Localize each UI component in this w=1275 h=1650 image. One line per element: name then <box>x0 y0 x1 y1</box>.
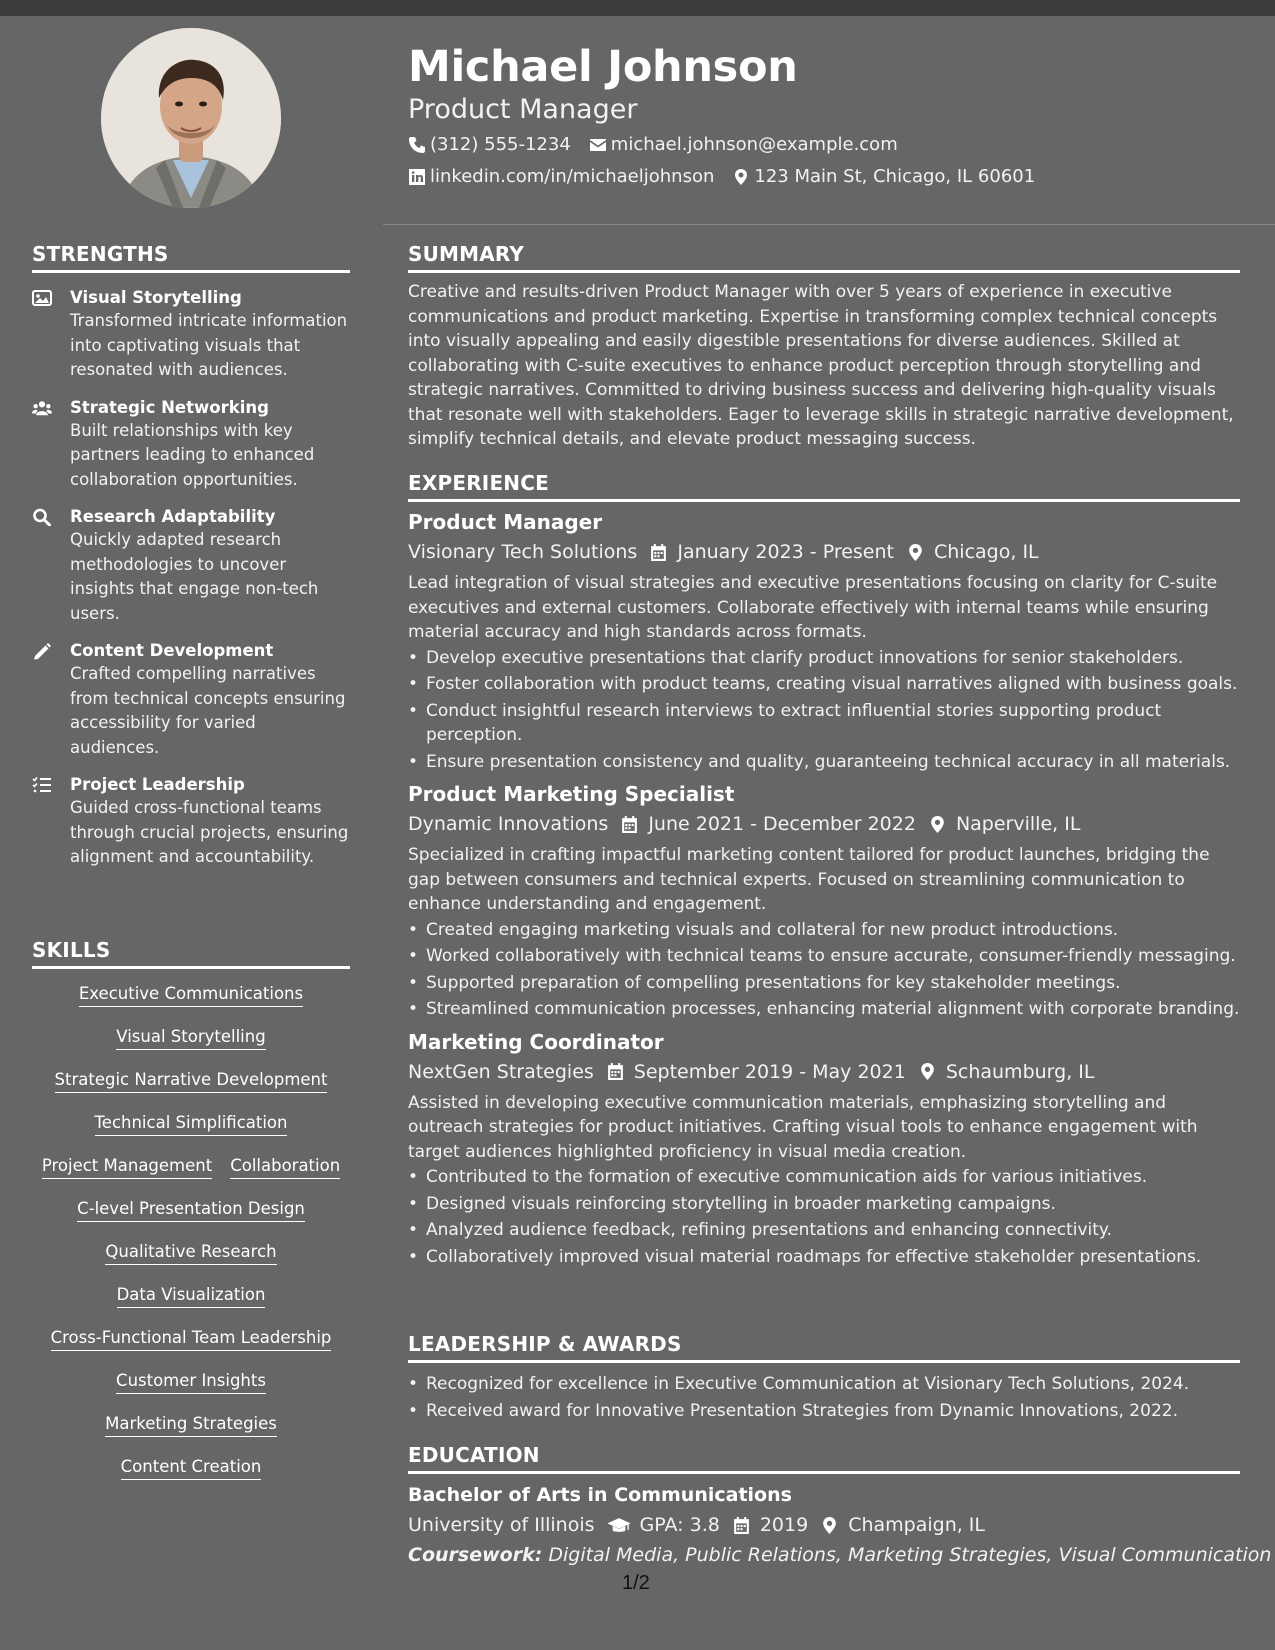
skills-row <box>32 1112 350 1136</box>
job-dates-text: September 2019 - May 2021 <box>633 1060 906 1083</box>
calendar-icon <box>649 543 668 562</box>
degree: Bachelor of Arts in Communications <box>408 1484 792 1506</box>
candidate-title: Product Manager <box>408 94 638 125</box>
strength-desc: Crafted compelling narratives from technical concepts ensuring accessibility for varied audiences. <box>70 664 346 757</box>
image-icon <box>32 287 70 383</box>
strength-name: Content Development <box>70 641 274 660</box>
skill-tag: Project Management <box>42 1155 212 1179</box>
calendar-icon <box>606 1062 625 1081</box>
job-bullets <box>408 1165 1240 1269</box>
summary-text: Creative and results-driven Product Manager with over 5 years of experience in executive communications and product marketing. Expertise in transforming complex technical concepts into visually appealing and easily digestible presentations for diverse audiences. Skilled at collaborating with C-suite executives to enhance product perception through storytelling and strategic narratives. Committed to driving business success and delivering high-quality visuals that resonate well with stakeholders. Eager to leverage skills in strategic narrative development, simplify technical details, and elevate product messaging success. <box>408 282 1234 449</box>
resume-page <box>0 16 1275 1650</box>
job-location-text: Naperville, IL <box>955 813 1081 835</box>
phone-text: (312) 555-1234 <box>430 134 571 155</box>
job-bullet: • Designed visuals reinforcing storytelling in broader marketing campaigns. <box>408 1192 1240 1217</box>
education-heading: EDUCATION <box>408 1443 1240 1474</box>
job-description: Assisted in developing executive communication materials, emphasizing storytelling and outreach strategies for product initiatives. Crafting visual tools to enhance engagement with target audiences highlighted proficiency in visual media creation. <box>408 1092 1198 1162</box>
profile-photo-image <box>101 28 281 208</box>
strengths-section <box>32 242 350 870</box>
top-bar <box>0 0 1275 16</box>
linkedin-icon <box>408 168 426 186</box>
graduation-cap-icon <box>607 1516 631 1535</box>
job-bullet: • Worked collaboratively with technical teams to ensure accurate, consumer-friendly messaging. <box>408 944 1240 969</box>
job-bullets <box>408 918 1240 1022</box>
location-pin-icon <box>906 543 925 562</box>
calendar-icon <box>732 1516 751 1535</box>
skills-row <box>32 983 350 1007</box>
job-location <box>906 539 1039 565</box>
skills-row <box>32 1026 350 1050</box>
phone-icon <box>408 136 426 154</box>
award-item: • Recognized for excellence in Executive Communication at Visionary Tech Solutions, 2024. <box>408 1372 1240 1397</box>
location-pin-icon <box>918 1062 937 1081</box>
skill-tag: Visual Storytelling <box>116 1026 265 1050</box>
job-bullet: • Analyzed audience feedback, refining presentations and enhancing connectivity. <box>408 1218 1240 1243</box>
graduation-year <box>732 1512 808 1538</box>
job-dates <box>620 811 916 837</box>
job-description: Specialized in crafting impactful marketing content tailored for product launches, bridging the gap between consumers and technical experts. Focused on streamlining communication to enhance understanding and engagement. <box>408 845 1210 914</box>
strength-item <box>32 774 350 870</box>
header-divider <box>383 224 1275 225</box>
profile-photo <box>101 28 281 208</box>
education-meta <box>408 1512 1240 1538</box>
school-name: University of Illinois <box>408 1514 595 1536</box>
linkedin-text: linkedin.com/in/michaeljohnson <box>430 166 715 187</box>
skills-section <box>32 938 350 1480</box>
education-location <box>820 1512 985 1538</box>
skills-row <box>32 1413 350 1437</box>
contact-row <box>408 166 1053 187</box>
linkedin-contact[interactable] <box>408 166 714 187</box>
address-text: 123 Main St, Chicago, IL 60601 <box>754 166 1036 187</box>
job-location-text: Schaumburg, IL <box>945 1060 1095 1083</box>
strength-name: Project Leadership <box>70 775 245 794</box>
skill-tag: Executive Communications <box>79 983 303 1007</box>
skills-row <box>32 1456 350 1480</box>
skill-tag: C-level Presentation Design <box>77 1198 305 1222</box>
experience-section <box>408 471 1240 1271</box>
search-icon <box>32 506 70 626</box>
job-title: Marketing Coordinator <box>408 1029 664 1054</box>
job-location <box>928 811 1080 837</box>
calendar-icon <box>620 815 639 834</box>
gpa-text: GPA: 3.8 <box>639 1514 720 1536</box>
skill-tag: Data Visualization <box>117 1284 266 1308</box>
skill-tag: Content Creation <box>121 1456 262 1480</box>
summary-heading: SUMMARY <box>408 242 1240 273</box>
skills-list <box>32 983 350 1480</box>
skill-tag: Technical Simplification <box>95 1112 288 1136</box>
gpa <box>607 1512 720 1538</box>
job-dates-text: January 2023 - Present <box>677 541 894 563</box>
address-contact <box>732 166 1035 187</box>
job-bullet: • Contributed to the formation of executive communication aids for various initiatives. <box>408 1165 1240 1190</box>
education-location-text: Champaign, IL <box>848 1514 986 1536</box>
job-entry <box>408 509 1240 774</box>
page-indicator: 1/2 <box>622 1572 650 1594</box>
awards-heading: LEADERSHIP & AWARDS <box>408 1332 1240 1363</box>
list-check-icon <box>32 774 70 870</box>
job-dates-text: June 2021 - December 2022 <box>648 813 916 835</box>
skills-row <box>32 1327 350 1351</box>
job-title: Product Manager <box>408 510 603 534</box>
job-title: Product Marketing Specialist <box>408 782 735 806</box>
location-pin-icon <box>732 168 750 186</box>
location-pin-icon <box>820 1516 839 1535</box>
job-dates <box>606 1059 906 1085</box>
skills-row <box>32 1198 350 1222</box>
job-bullet: • Develop executive presentations that clarify product innovations for senior stakeholders. <box>408 646 1240 671</box>
skills-row <box>32 1241 350 1265</box>
strength-name: Research Adaptability <box>70 507 276 526</box>
job-location-text: Chicago, IL <box>934 541 1039 563</box>
job-bullet: • Conduct insightful research interviews to extract influential stories supporting product perception. <box>408 699 1240 748</box>
skill-tag: Marketing Strategies <box>105 1413 277 1437</box>
strengths-heading: STRENGTHS <box>32 242 350 273</box>
skills-heading: SKILLS <box>32 938 350 969</box>
year-text: 2019 <box>759 1514 809 1536</box>
job-entry <box>408 1029 1240 1270</box>
skills-row <box>32 1370 350 1394</box>
experience-heading: EXPERIENCE <box>408 471 1240 502</box>
phone-contact[interactable] <box>408 134 571 155</box>
job-description: Lead integration of visual strategies and executive presentations focusing on clarity for C-suite executives and external customers. Collaborate effectively with internal teams while ensuring material accuracy and high standards across formats. <box>408 573 1218 642</box>
strength-name: Strategic Networking <box>70 397 269 417</box>
job-bullet: • Collaboratively improved visual material roadmaps for effective stakeholder presentations. <box>408 1245 1240 1270</box>
strength-item <box>32 287 350 383</box>
skill-tag: Customer Insights <box>116 1370 266 1394</box>
job-bullet: • Created engaging marketing visuals and collateral for new product introductions. <box>408 918 1240 943</box>
strength-name: Visual Storytelling <box>70 288 242 307</box>
skill-tag: Qualitative Research <box>105 1241 276 1265</box>
skill-tag: Strategic Narrative Development <box>55 1069 328 1093</box>
skill-tag: Cross-Functional Team Leadership <box>51 1327 332 1351</box>
coursework <box>408 1542 1272 1568</box>
job-bullet: • Foster collaboration with product teams, creating visual narratives aligned with business goals. <box>408 672 1240 697</box>
job-bullets <box>408 646 1240 775</box>
strength-item <box>32 506 350 626</box>
coursework-text: Digital Media, Public Relations, Marketing Strategies, Visual Communication <box>548 1544 1272 1566</box>
awards-section <box>408 1332 1240 1425</box>
email-text: michael.johnson@example.com <box>610 134 898 155</box>
users-icon <box>32 397 70 493</box>
company-name: Visionary Tech Solutions <box>408 541 638 563</box>
award-item: • Received award for Innovative Presentation Strategies from Dynamic Innovations, 2022. <box>408 1399 1240 1424</box>
job-bullet: • Streamlined communication processes, enhancing material alignment with corporate branding. <box>408 997 1240 1022</box>
strength-desc: Guided cross-functional teams through crucial projects, ensuring alignment and accountability. <box>70 798 349 866</box>
job-location <box>918 1059 1095 1085</box>
skill-tag: Collaboration <box>230 1155 340 1179</box>
job-dates <box>649 539 894 565</box>
strength-item <box>32 397 350 493</box>
awards-list <box>408 1372 1240 1423</box>
summary-section <box>408 242 1240 452</box>
skills-row <box>32 1155 350 1179</box>
job-meta <box>408 1059 1240 1085</box>
candidate-name: Michael Johnson <box>408 42 798 92</box>
strength-desc: Quickly adapted research methodologies to uncover insights that engage non-tech users. <box>70 530 319 623</box>
company-name: NextGen Strategies <box>408 1060 594 1083</box>
coursework-label: Coursework: <box>408 1544 543 1566</box>
skills-row <box>32 1284 350 1308</box>
education-section <box>408 1443 1272 1568</box>
envelope-icon <box>589 136 607 154</box>
company-name: Dynamic Innovations <box>408 813 609 835</box>
pencil-icon <box>32 640 70 760</box>
contact-row <box>408 134 916 155</box>
strength-item <box>32 640 350 760</box>
strength-desc: Transformed intricate information into captivating visuals that resonated with audiences. <box>70 311 348 379</box>
email-contact[interactable] <box>589 134 898 155</box>
job-bullet: • Supported preparation of compelling presentations for key stakeholder meetings. <box>408 971 1240 996</box>
job-bullet: • Ensure presentation consistency and quality, guaranteeing technical accuracy in all materials. <box>408 750 1240 775</box>
job-meta <box>408 539 1240 565</box>
location-pin-icon <box>928 815 947 834</box>
skills-row <box>32 1069 350 1093</box>
job-meta <box>408 811 1240 837</box>
strength-desc: Built relationships with key partners leading to enhanced collaboration opportunities. <box>70 420 315 489</box>
job-entry <box>408 781 1240 1022</box>
